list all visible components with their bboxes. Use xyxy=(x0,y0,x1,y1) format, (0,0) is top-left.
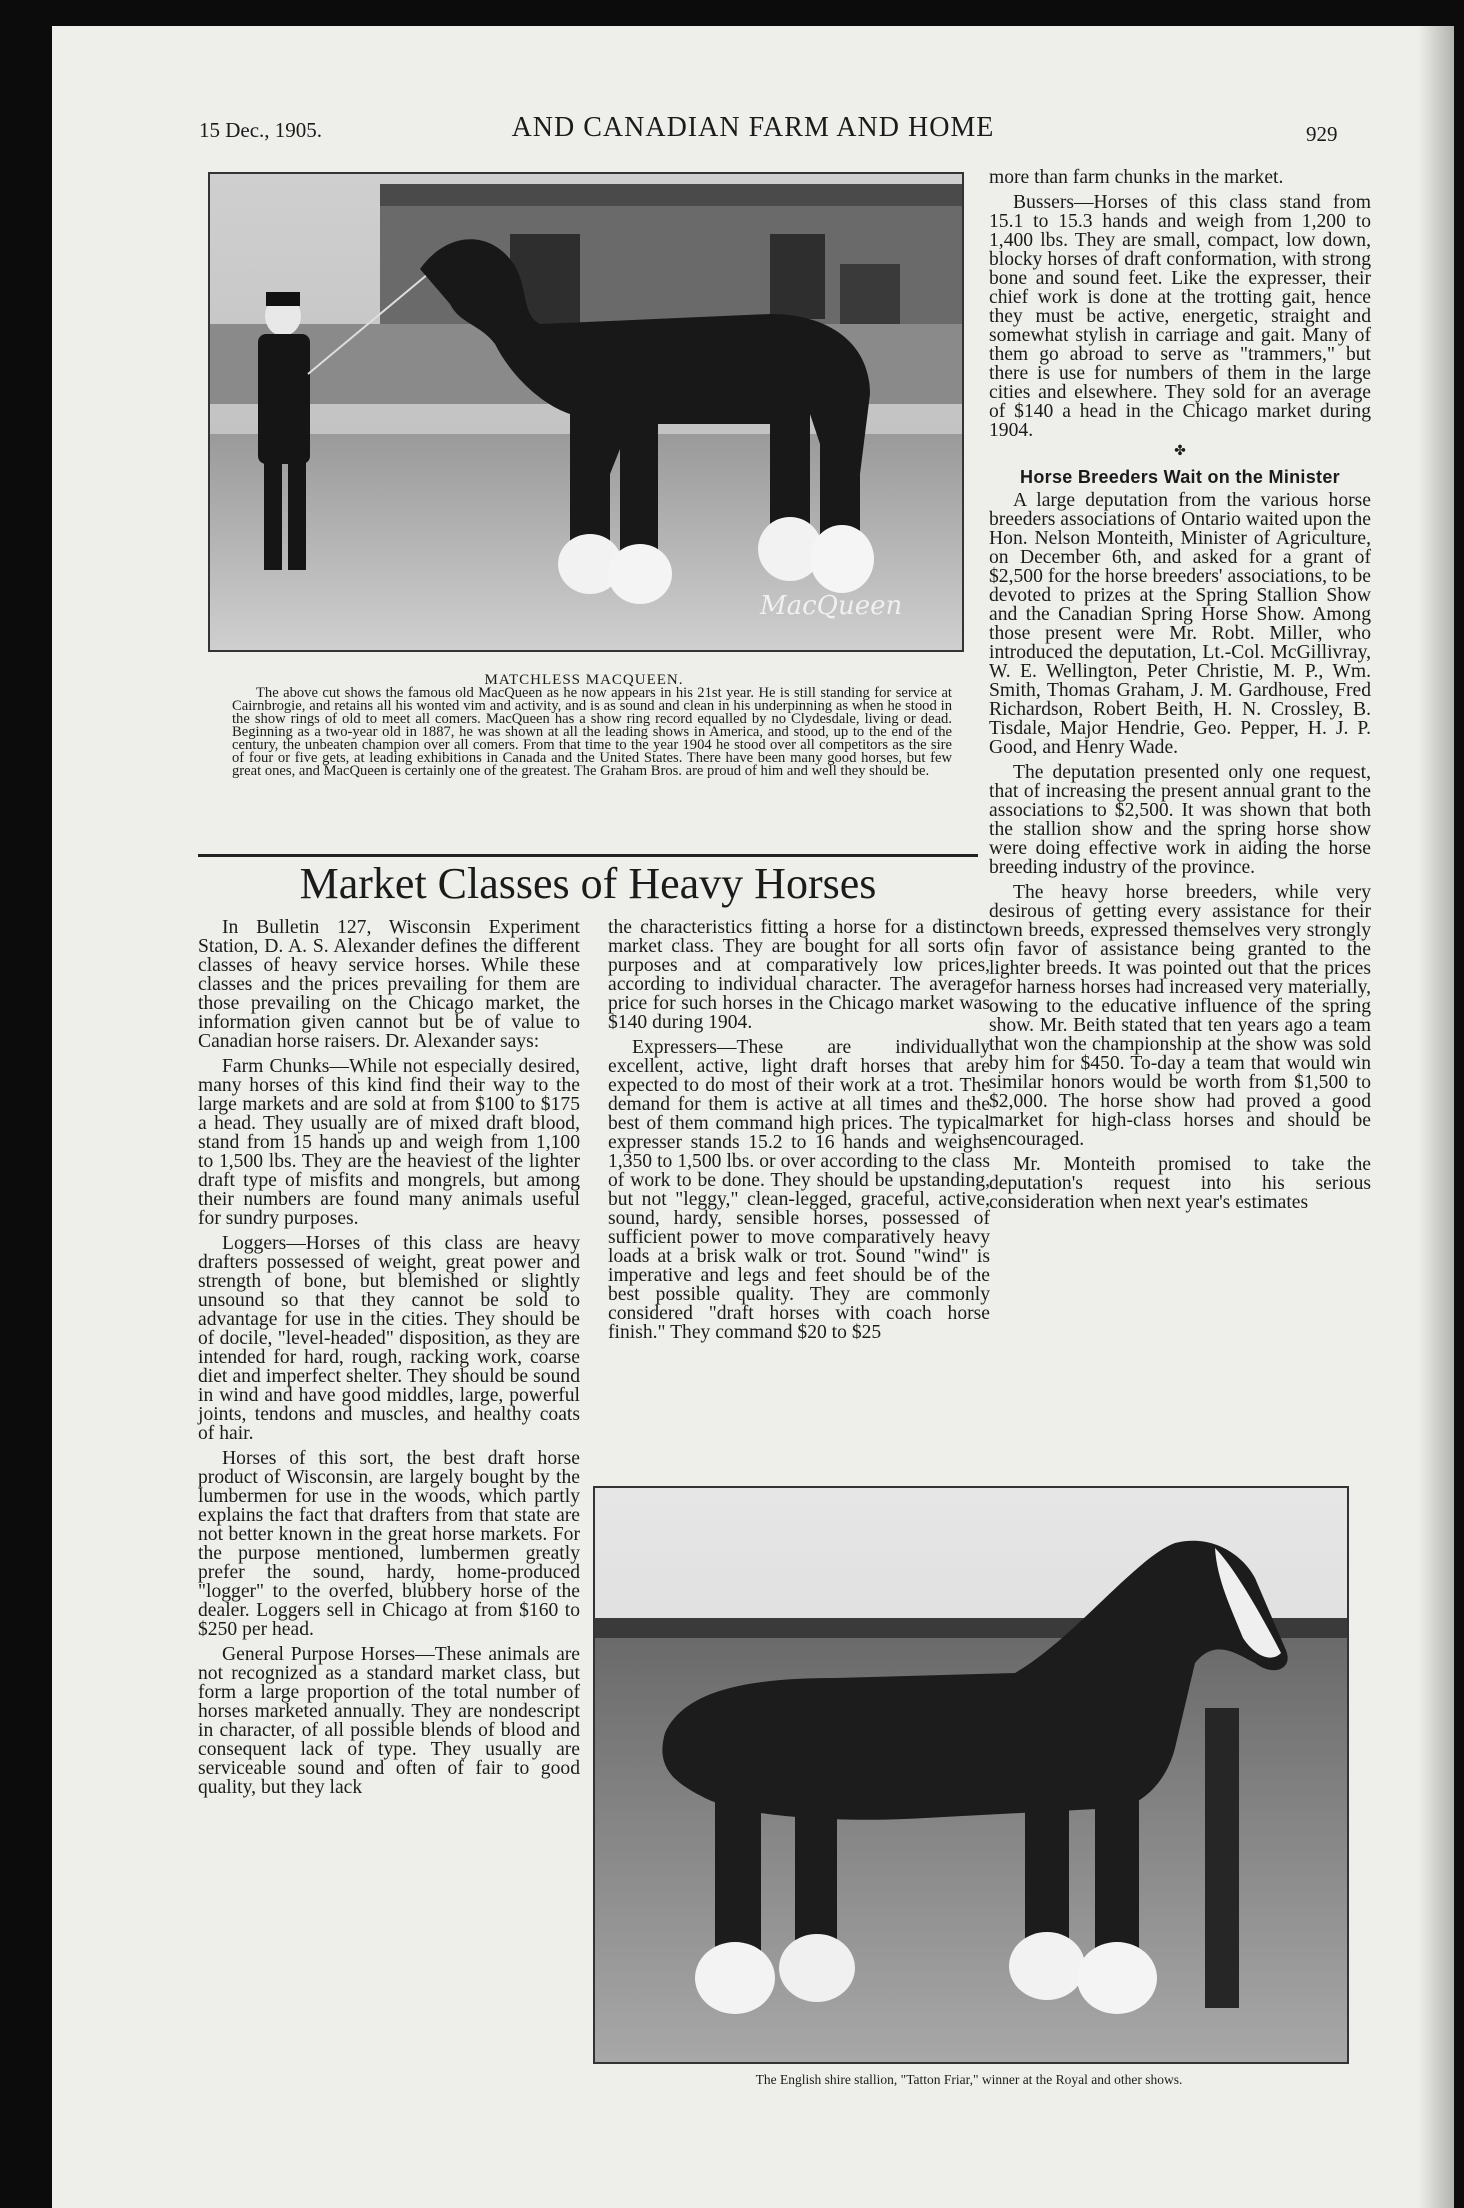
right-paragraph: Bussers—Horses of this class stand from 15.1 to 15.3 hands and weigh from 1,200 to 1,400 lbs. They are small, compact, low down, blocky horses of draft conformation, with strong bone and sound feet. Like the expresser, their chief work is done at the trotting gait, hence they must be active, energetic, straight and somewhat stylish in carriage and gait. Many of them go abroad to serve as "trammers," but there is use for numbers of them in the large cities and elsewhere. They sold for an average of $140 a head in the Chicago market during 1904. xyxy=(989,192,1371,441)
photo1-caption-title: MATCHLESS MACQUEEN. xyxy=(484,672,684,688)
article-paragraph: Farm Chunks—While not especially desired, many horses of this kind find their way to the large markets and are sold at from $100 to $175 a head. They usually are of mixed draft blood, stand from 15 hands up and weigh from 1,100 to 1,500 lbs. They are the heaviest of the lighter draft type of misfits and mongrels, but among their numbers are found many animals useful for sundry purposes. xyxy=(198,1056,580,1229)
right-paragraph: Mr. Monteith promised to take the deputation's request into his serious consideration when next year's estimates xyxy=(989,1154,1371,1213)
newspaper-page xyxy=(52,26,1454,2208)
article-paragraph: In Bulletin 127, Wisconsin Experiment Station, D. A. S. Alexander defines the different classes of heavy service horses. While these classes and the prices prevailing for them are those prevailing on the Chicago market, the information given cannot but be of value to Canadian horse raisers. Dr. Alexander says: xyxy=(198,917,580,1052)
right-paragraph: A large deputation from the various horse breeders associations of Ontario waited upon the Hon. Nelson Monteith, Minister of Agriculture, on December 6th, and asked for a grant of $2,500 for the horse breeders' associations, to be devoted to prizes at the Spring Stallion Show and the Canadian Spring Horse Show. Among those present were Mr. Robt. Miller, who introduced the deputation, Lt.-Col. McGillivray, W. E. Wellington, Peter Christie, M. P., Wm. Smith, Thomas Graham, J. M. Gardhouse, Fred Richardson, Robert Beith, H. N. Crossley, B. Tisdale, Major Hendrie, Geo. Pepper, H. J. P. Good, and Henry Wade. xyxy=(989,490,1371,758)
tatton-friar-photo xyxy=(593,1486,1349,2064)
page-number: 929 xyxy=(1306,122,1338,146)
right-paragraph: The deputation presented only one request, that of increasing the present annual grant to the associations to $2,500. It was shown that both the stallion show and the spring horse show were doing effective work in aiding the horse breeding industry of the province. xyxy=(989,762,1371,878)
right-paragraph: The heavy horse breeders, while very desirous of getting every assistance for their own breeds, expressed themselves very strongly in favor of assistance being granted to the lighter breeds. It was pointed out that the prices for harness horses had increased very materially, owing to the educative influence of the spring show. Mr. Beith stated that ten years ago a team that won the championship at the show was sold by him for $450. To-day a team that would win similar honors would be worth from $1,500 to $2,000. The horse show had proved a good market for high-class horses and should be encouraged. xyxy=(989,882,1371,1150)
photo-signature: MacQueen xyxy=(760,591,903,621)
tatton-friar-photo-image xyxy=(595,1488,1347,2062)
article-paragraph: Expressers—These are individually excellent, active, light draft horses that are expected to do most of their work at a trot. The demand for them is active at all times and the best of them command high prices. The typical expresser stands 15.2 to 16 hands and weighs 1,350 to 1,500 lbs. or over according to the class of work to be done. They should be upstanding, but not "leggy," clean-legged, graceful, active, sound, hardy, sensible horses, possessed of sufficient power to move comparatively heavy loads at a brisk walk or trot. Sound "wind" is imperative and legs and feet should be of the best possible quality. They are commonly considered "draft horses with coach horse finish." They command $20 to $25 xyxy=(608,1037,990,1343)
publication-title: AND CANADIAN FARM AND HOME xyxy=(511,112,995,143)
page-header xyxy=(52,88,1454,148)
macqueen-photo-image xyxy=(210,174,962,650)
article-column-2 xyxy=(608,918,990,1342)
article-column-1 xyxy=(198,918,580,1797)
photo1-caption-text xyxy=(232,687,952,778)
section-heading: Horse Breeders Wait on the Minister xyxy=(1020,467,1340,487)
right-column xyxy=(989,168,1371,1212)
section-ornament: ✤ xyxy=(1174,444,1186,459)
right-paragraph: more than farm chunks in the market. xyxy=(989,167,1284,188)
article-headline: Market Classes of Heavy Horses xyxy=(299,859,877,908)
photo2-caption: The English shire stallion, "Tatton Friar," winner at the Royal and other shows. xyxy=(755,2072,1183,2087)
issue-date: 15 Dec., 1905. xyxy=(199,118,323,142)
article-paragraph: Loggers—Horses of this class are heavy drafters possessed of weight, great power and strength of bone, but blemished or slightly unsound so that they cannot be sold to advantage for use in the cities. They should be of docile, "level-headed" disposition, as they are intended for hard, rough, racking work, coarse diet and imperfect shelter. They should be sound in wind and have good middles, large, powerful joints, tendons and muscles, and healthy coats of hair. xyxy=(198,1233,580,1444)
article-paragraph: Horses of this sort, the best draft horse product of Wisconsin, are largely bought by the lumbermen for use in the woods, which partly explains the fact that drafters from that state are not better known in the great horse markets. For the purpose mentioned, lumbermen greatly prefer the sound, hardy, home-produced "logger" to the overfed, blubbery horse of the dealer. Loggers sell in Chicago at from $160 to $250 per head. xyxy=(198,1448,580,1640)
photo1-caption-body: The above cut shows the famous old MacQueen as he now appears in his 21st year. He is still standing for service at Cairnbrogie, and retains all his wonted vim and activity, and is as sound and clean in his underpinning as when he stood in the show rings of old to meet all comers. MacQueen has a show ring record equalled by no Clydesdale, living or dead. Beginning as a two-year old in 1887, he was shown at all the leading shows in America, and stood, up to the end of the century, the unbeaten champion over all comers. From that time to the year 1904 he stood over all competitors as the sire of four or five gets, at leading exhibitions in Canada and the United States. There have been many good horses, but few great ones, and MacQueen is certainly one of the greatest. The Graham Bros. are proud of him and well they should be. xyxy=(232,685,952,779)
article-paragraph: the characteristics fitting a horse for a distinct market class. They are bought for all sorts of purposes and at comparatively low prices, according to individual character. The average price for such horses in the Chicago market was $140 during 1904. xyxy=(608,917,990,1033)
article-paragraph: General Purpose Horses—These animals are not recognized as a standard market class, but form a large proportion of the total number of horses marketed annually. They are nondescript in character, of all possible blends of blood and consequent lack of type. They usually are serviceable sound and often of fair to good quality, but they lack xyxy=(198,1644,580,1798)
macqueen-photo xyxy=(208,172,964,652)
